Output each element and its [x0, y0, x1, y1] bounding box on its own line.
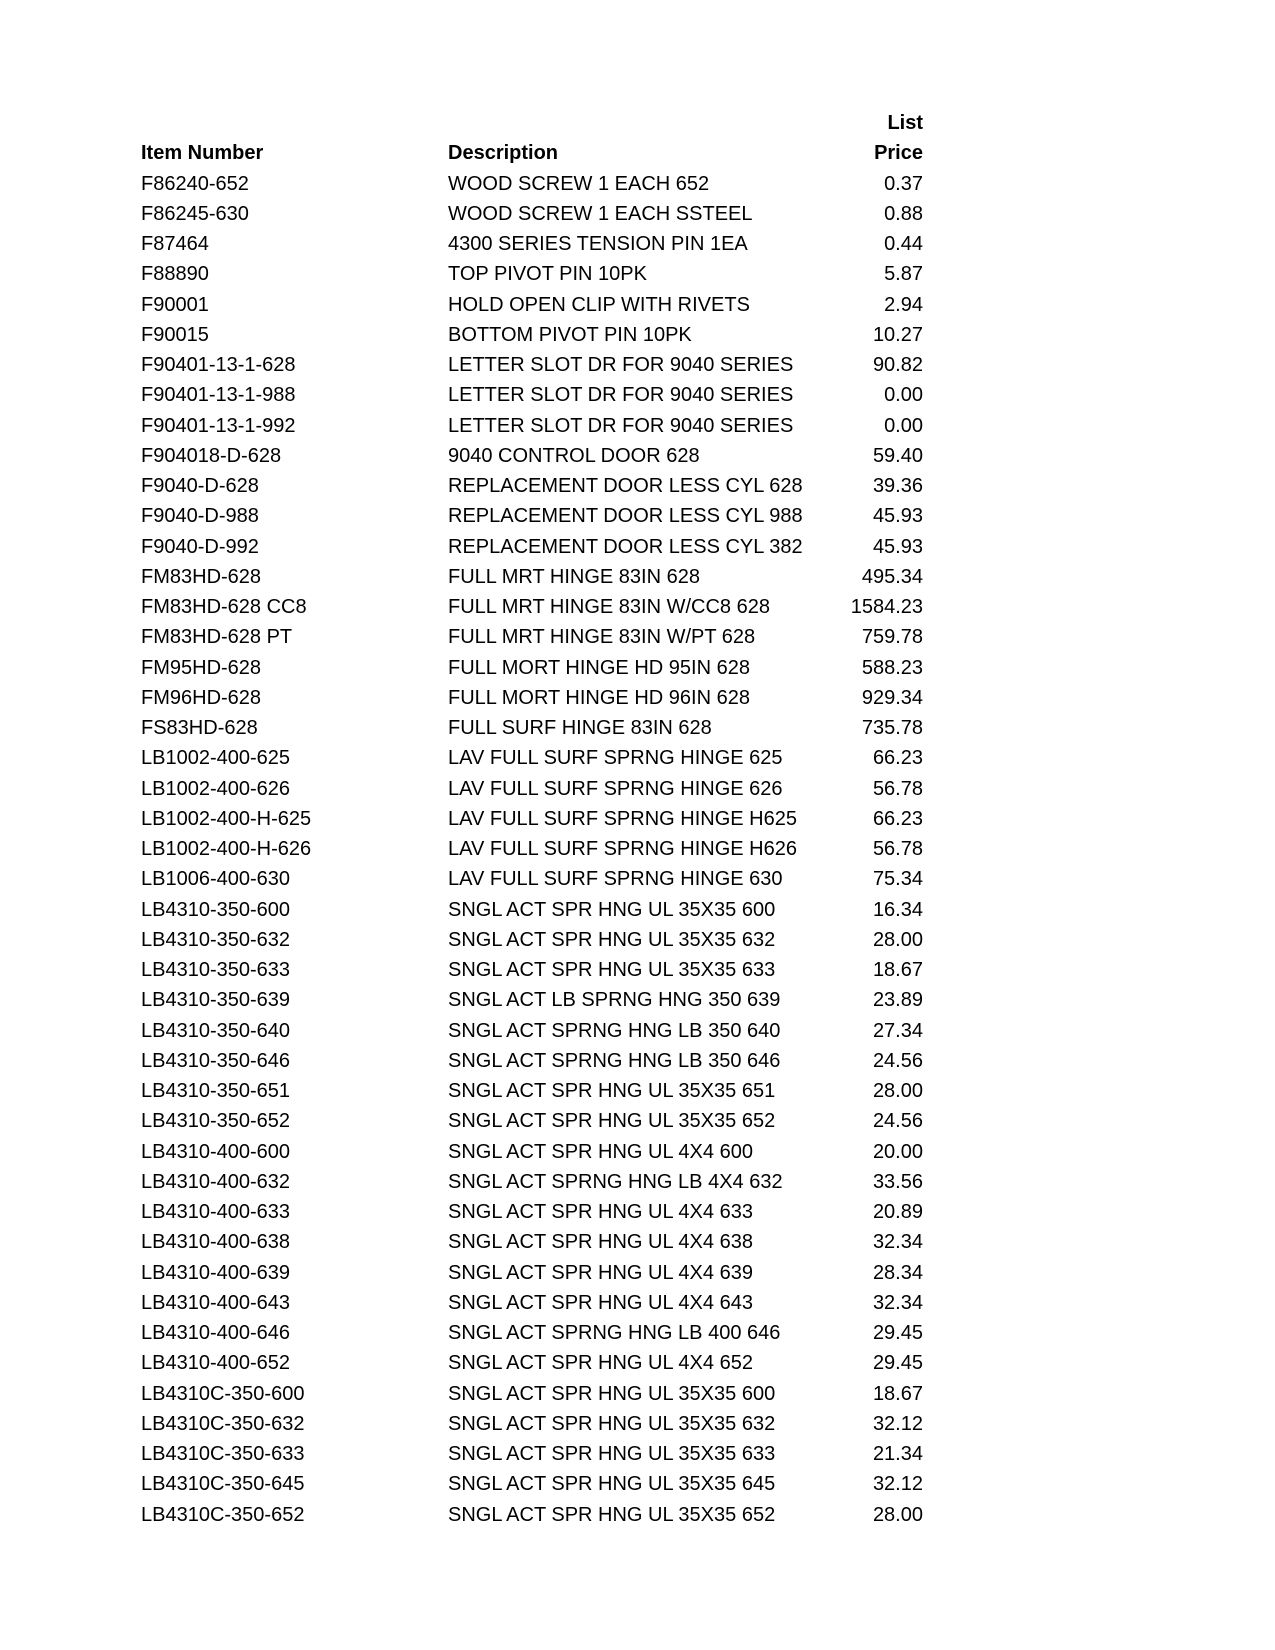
item-number-cell: F9040-D-988 [141, 505, 259, 528]
item-number-cell: F90401-13-1-992 [141, 414, 296, 437]
table-row [0, 1046, 1275, 1076]
table-row [0, 441, 1275, 471]
list-price-cell: 20.00 [872, 1140, 923, 1163]
table-row [0, 1379, 1275, 1409]
table-row [0, 1167, 1275, 1197]
item-number-cell: F9040-D-992 [141, 535, 259, 558]
description-cell: SNGL ACT SPR HNG UL 35X35 633 [448, 1443, 776, 1465]
table-row [0, 471, 1275, 501]
description-cell: LAV FULL SURF SPRNG HINGE H626 [448, 838, 797, 860]
description-cell: FULL MORT HINGE HD 95IN 628 [448, 656, 750, 679]
description-cell: LAV FULL SURF SPRNG HINGE 630 [448, 868, 783, 891]
description-cell: WOOD SCREW 1 EACH 652 [448, 172, 710, 195]
item-number-cell: FM96HD-628 [141, 686, 262, 709]
item-number-cell: LB1002-400-H-625 [141, 807, 312, 830]
table-row [0, 411, 1275, 441]
item-number-cell: FS83HD-628 [141, 717, 258, 739]
list-price-cell: 18.67 [872, 959, 923, 981]
table-row [0, 1137, 1275, 1167]
list-price-cell: 495.34 [861, 565, 923, 588]
description-cell: LAV FULL SURF SPRNG HINGE 625 [448, 747, 783, 770]
item-number-header: Item Number [141, 142, 264, 165]
table-row [0, 834, 1275, 864]
table-row [0, 259, 1275, 289]
description-cell: FULL MRT HINGE 83IN W/CC8 628 [448, 596, 770, 618]
description-cell: LETTER SLOT DR FOR 9040 SERIES [448, 354, 794, 376]
table-row [0, 1258, 1275, 1288]
list-price-cell: 588.23 [861, 656, 923, 679]
list-price-cell: 10.27 [872, 323, 923, 346]
item-number-cell: F9040-D-628 [141, 475, 259, 497]
description-cell: FULL MRT HINGE 83IN W/PT 628 [448, 626, 756, 649]
description-cell: SNGL ACT SPR HNG UL 35X35 632 [448, 1412, 776, 1435]
description-cell: SNGL ACT SPR HNG UL 35X35 645 [448, 1473, 776, 1496]
list-price-cell: 32.12 [872, 1412, 923, 1435]
description-cell: HOLD OPEN CLIP WITH RIVETS [448, 293, 750, 316]
list-price-cell: 29.45 [872, 1352, 923, 1375]
list-price-cell: 0.37 [884, 172, 923, 195]
list-price-header-line1: List [887, 112, 923, 134]
table-row [0, 199, 1275, 229]
description-cell: SNGL ACT SPR HNG UL 35X35 600 [448, 1382, 776, 1405]
table-row [0, 592, 1275, 622]
item-number-cell: LB4310-400-643 [141, 1291, 291, 1314]
list-price-cell: 32.34 [872, 1231, 923, 1254]
list-price-cell: 0.44 [884, 233, 923, 255]
table-row [0, 622, 1275, 652]
price-list-sheet [0, 108, 1275, 1530]
item-number-cell: LB4310-400-632 [141, 1170, 291, 1193]
table-row [0, 532, 1275, 562]
list-price-cell: 2.94 [884, 293, 923, 316]
table-row [0, 501, 1275, 531]
description-cell: SNGL ACT SPRNG HNG LB 350 640 [448, 1019, 781, 1042]
table-row [0, 955, 1275, 985]
item-number-cell: LB4310-350-640 [141, 1019, 291, 1042]
item-number-cell: FM95HD-628 [141, 656, 262, 679]
item-number-cell: LB4310-400-639 [141, 1261, 291, 1284]
description-cell: LETTER SLOT DR FOR 9040 SERIES [448, 414, 794, 437]
item-number-cell: F904018-D-628 [141, 444, 282, 467]
table-row [0, 1500, 1275, 1530]
item-number-cell: LB4310C-350-600 [141, 1382, 305, 1405]
description-cell: 9040 CONTROL DOOR 628 [448, 444, 700, 467]
list-price-cell: 735.78 [861, 717, 923, 739]
table-row [0, 169, 1275, 199]
list-price-cell: 1584.23 [850, 596, 923, 618]
description-cell: REPLACEMENT DOOR LESS CYL 988 [448, 505, 803, 528]
item-number-cell: F87464 [141, 233, 209, 255]
item-number-cell: FM83HD-628 CC8 [141, 596, 307, 618]
table-row [0, 1106, 1275, 1136]
description-cell: SNGL ACT SPR HNG UL 35X35 632 [448, 928, 776, 951]
item-number-cell: LB1002-400-625 [141, 747, 291, 770]
list-price-cell: 66.23 [872, 747, 923, 770]
list-price-cell: 45.93 [872, 535, 923, 558]
description-cell: SNGL ACT SPR HNG UL 35X35 652 [448, 1503, 776, 1526]
description-cell: BOTTOM PIVOT PIN 10PK [448, 323, 692, 346]
description-cell: REPLACEMENT DOOR LESS CYL 628 [448, 475, 803, 497]
table-row [0, 653, 1275, 683]
table-row [0, 350, 1275, 380]
description-cell: SNGL ACT SPR HNG UL 4X4 638 [448, 1231, 753, 1254]
item-number-cell: LB4310-400-652 [141, 1352, 291, 1375]
description-cell: SNGL ACT SPR HNG UL 35X35 651 [448, 1080, 776, 1102]
list-price-cell: 90.82 [872, 354, 923, 376]
table-row [0, 1076, 1275, 1106]
table-body [0, 169, 1275, 1530]
item-number-cell: F90015 [141, 323, 209, 346]
item-number-cell: LB1002-400-626 [141, 777, 291, 800]
list-price-cell: 45.93 [872, 505, 923, 528]
table-row [0, 1016, 1275, 1046]
description-cell: FULL MORT HINGE HD 96IN 628 [448, 686, 750, 709]
item-number-cell: LB4310-350-600 [141, 898, 291, 921]
description-cell: SNGL ACT SPR HNG UL 4X4 639 [448, 1261, 753, 1284]
list-price-cell: 28.00 [872, 928, 923, 951]
description-cell: REPLACEMENT DOOR LESS CYL 382 [448, 535, 803, 558]
description-cell: SNGL ACT SPRNG HNG LB 400 646 [448, 1322, 781, 1344]
description-cell: FULL SURF HINGE 83IN 628 [448, 717, 712, 739]
table-row [0, 562, 1275, 592]
description-cell: LAV FULL SURF SPRNG HINGE 626 [448, 777, 783, 800]
table-row [0, 713, 1275, 743]
table-row [0, 1469, 1275, 1499]
list-price-cell: 0.00 [884, 414, 923, 437]
item-number-cell: LB4310C-350-632 [141, 1412, 305, 1435]
list-price-cell: 28.00 [872, 1503, 923, 1526]
item-number-cell: LB4310C-350-633 [141, 1443, 305, 1465]
item-number-cell: F90401-13-1-988 [141, 384, 296, 407]
table-row [0, 683, 1275, 713]
item-number-cell: LB4310C-350-652 [141, 1503, 305, 1526]
description-cell: SNGL ACT SPR HNG UL 4X4 652 [448, 1352, 753, 1375]
table-row [0, 1227, 1275, 1257]
table-row [0, 895, 1275, 925]
table-row [0, 1409, 1275, 1439]
list-price-cell: 18.67 [872, 1382, 923, 1405]
table-row [0, 985, 1275, 1015]
description-cell: TOP PIVOT PIN 10PK [448, 263, 647, 286]
description-cell: SNGL ACT SPR HNG UL 4X4 633 [448, 1201, 753, 1223]
item-number-cell: LB4310-400-633 [141, 1201, 291, 1223]
list-price-cell: 32.12 [872, 1473, 923, 1496]
list-price-cell: 56.78 [872, 777, 923, 800]
description-cell: SNGL ACT SPR HNG UL 35X35 633 [448, 959, 776, 981]
list-price-cell: 20.89 [872, 1201, 923, 1223]
item-number-cell: LB4310-350-652 [141, 1110, 291, 1133]
item-number-cell: LB4310-350-639 [141, 989, 291, 1012]
description-header: Description [448, 142, 559, 165]
description-cell: SNGL ACT SPR HNG UL 4X4 600 [448, 1140, 753, 1163]
item-number-cell: F90401-13-1-628 [141, 354, 296, 376]
list-price-cell: 16.34 [872, 898, 923, 921]
table-row [0, 1439, 1275, 1469]
header-row [0, 138, 1275, 168]
list-price-cell: 33.56 [872, 1170, 923, 1193]
item-number-cell: LB4310-350-632 [141, 928, 291, 951]
list-price-header-line2: Price [874, 142, 923, 165]
description-cell: SNGL ACT LB SPRNG HNG 350 639 [448, 989, 781, 1012]
item-number-cell: LB4310-350-633 [141, 959, 291, 981]
table-row [0, 743, 1275, 773]
description-cell: FULL MRT HINGE 83IN 628 [448, 565, 700, 588]
list-price-cell: 5.87 [884, 263, 923, 286]
item-number-cell: FM83HD-628 PT [141, 626, 293, 649]
list-price-cell: 929.34 [861, 686, 923, 709]
item-number-cell: LB1002-400-H-626 [141, 838, 312, 860]
table-row [0, 1318, 1275, 1348]
table-row [0, 1197, 1275, 1227]
list-price-cell: 59.40 [872, 444, 923, 467]
list-price-cell: 39.36 [872, 475, 923, 497]
description-cell: SNGL ACT SPRNG HNG LB 4X4 632 [448, 1170, 783, 1193]
description-cell: LETTER SLOT DR FOR 9040 SERIES [448, 384, 794, 407]
list-price-cell: 0.00 [884, 384, 923, 407]
list-price-cell: 21.34 [872, 1443, 923, 1465]
description-cell: SNGL ACT SPR HNG UL 4X4 643 [448, 1291, 753, 1314]
list-price-cell: 66.23 [872, 807, 923, 830]
item-number-cell: F86240-652 [141, 172, 249, 195]
list-price-cell: 29.45 [872, 1322, 923, 1344]
list-price-cell: 24.56 [872, 1049, 923, 1072]
description-cell: SNGL ACT SPR HNG UL 35X35 600 [448, 898, 776, 921]
item-number-cell: LB4310-400-600 [141, 1140, 291, 1163]
table-row [0, 229, 1275, 259]
item-number-cell: F90001 [141, 293, 209, 316]
list-price-cell: 0.88 [884, 202, 923, 225]
item-number-cell: FM83HD-628 [141, 565, 262, 588]
table-row [0, 380, 1275, 410]
list-price-cell: 28.34 [872, 1261, 923, 1284]
list-price-cell: 28.00 [872, 1080, 923, 1102]
list-price-cell: 75.34 [872, 868, 923, 891]
table-row [0, 320, 1275, 350]
item-number-cell: LB4310-400-646 [141, 1322, 291, 1344]
item-number-cell: LB4310-350-646 [141, 1049, 291, 1072]
list-price-cell: 759.78 [861, 626, 923, 649]
table-row [0, 925, 1275, 955]
description-cell: WOOD SCREW 1 EACH SSTEEL [448, 202, 753, 225]
item-number-cell: F86245-630 [141, 202, 249, 225]
table-row [0, 864, 1275, 894]
item-number-cell: LB4310-350-651 [141, 1080, 291, 1102]
list-price-cell: 27.34 [872, 1019, 923, 1042]
item-number-cell: LB4310C-350-645 [141, 1473, 305, 1496]
item-number-cell: F88890 [141, 263, 209, 286]
table-row [0, 804, 1275, 834]
table-row [0, 1348, 1275, 1378]
list-price-cell: 56.78 [872, 838, 923, 860]
list-price-cell: 24.56 [872, 1110, 923, 1133]
list-price-cell: 23.89 [872, 989, 923, 1012]
description-cell: LAV FULL SURF SPRNG HINGE H625 [448, 807, 797, 830]
item-number-cell: LB4310-400-638 [141, 1231, 291, 1254]
description-cell: SNGL ACT SPRNG HNG LB 350 646 [448, 1049, 781, 1072]
description-cell: 4300 SERIES TENSION PIN 1EA [448, 233, 748, 255]
table-row [0, 774, 1275, 804]
header-row-top [0, 108, 1275, 138]
list-price-cell: 32.34 [872, 1291, 923, 1314]
item-number-cell: LB1006-400-630 [141, 868, 291, 891]
table-row [0, 290, 1275, 320]
description-cell: SNGL ACT SPR HNG UL 35X35 652 [448, 1110, 776, 1133]
table-row [0, 1288, 1275, 1318]
